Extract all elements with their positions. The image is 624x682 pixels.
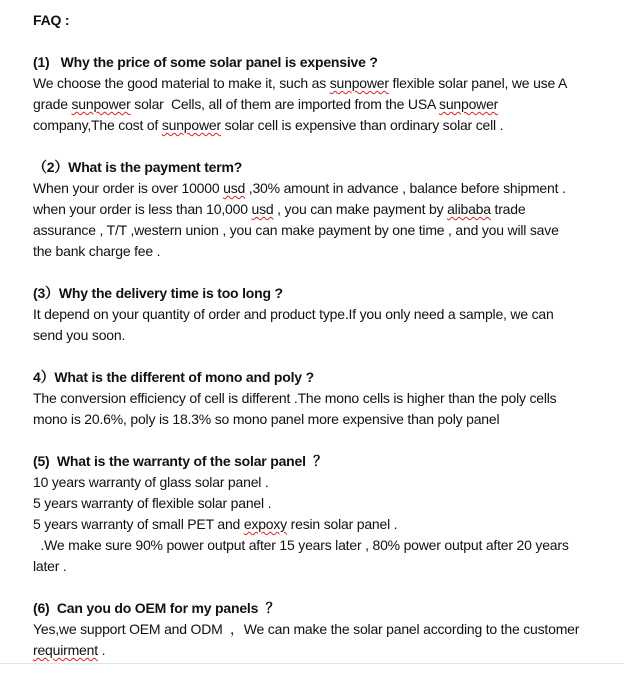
answer-text: solar Cells, all of them are imported from the USA	[130, 96, 440, 112]
answer-text: Yes,we support OEM and ODM ，We can make the solar panel according to the customer	[33, 621, 580, 637]
misspelled-word: usd	[251, 201, 274, 217]
answer-text: trade	[490, 201, 526, 217]
faq-answer-line	[33, 325, 613, 346]
misspelled-word: sunpower	[329, 75, 389, 91]
answer-text: We choose the good material to make it, such as	[33, 75, 330, 91]
answer-text: company,The cost of	[33, 117, 162, 133]
misspelled-word: sunpower	[439, 96, 499, 112]
faq-item	[33, 283, 613, 346]
answer-text: When your order is over 10000	[33, 180, 224, 196]
misspelled-word: requirment	[33, 642, 98, 658]
answer-text: resin solar panel .	[286, 516, 398, 532]
answer-text: .We make sure 90% power output after 15 years later , 80% power output after 20 years	[33, 537, 569, 553]
answer-text: grade	[33, 96, 72, 112]
answer-text: assurance , T/T ,western union , you can make payment by one time , and you will save	[33, 222, 559, 238]
misspelled-word: expoxy	[243, 516, 287, 532]
misspelled-word: sunpower	[161, 117, 221, 133]
faq-question: 4）What is the different of mono and poly ?	[33, 369, 314, 385]
faq-answer-line	[33, 514, 613, 535]
answer-text: when your order is less than 10,000	[33, 201, 252, 217]
misspelled-word: alibaba	[447, 201, 491, 217]
answer-text: The conversion efficiency of cell is different .The mono cells is higher than the poly cells	[33, 390, 557, 406]
answer-text: 5 years warranty of flexible solar panel .	[33, 495, 272, 511]
answer-text: 5 years warranty of small PET and	[33, 516, 244, 532]
answer-text: .	[97, 642, 106, 658]
faq-answer-line	[33, 178, 613, 199]
faq-answer-line	[33, 241, 613, 262]
faq-answer-line	[33, 556, 613, 577]
answer-text: ,30% amount in advance , balance before shipment .	[245, 180, 566, 196]
faq-item	[33, 451, 613, 577]
answer-text: It depend on your quantity of order and product type.If you only need a sample, we can	[33, 306, 554, 322]
faq-answer-line	[33, 115, 613, 136]
answer-text: the bank charge fee .	[33, 243, 161, 259]
faq-answer-line	[33, 640, 613, 661]
faq-answer-line	[33, 388, 613, 409]
answer-text: 10 years warranty of glass solar panel .	[33, 474, 269, 490]
answer-text: later .	[33, 558, 67, 574]
faq-answer-line	[33, 199, 613, 220]
faq-item	[33, 157, 613, 262]
faq-question: (6) Can you do OEM for my panels ？	[33, 600, 280, 616]
faq-question: （2）What is the payment term?	[33, 159, 243, 175]
faq-answer-line	[33, 94, 613, 115]
faq-answer-line	[33, 619, 613, 640]
faq-list	[33, 52, 613, 661]
faq-question: (3）Why the delivery time is too long ?	[33, 285, 283, 301]
faq-answer-line	[33, 493, 613, 514]
faq-item	[33, 598, 613, 661]
faq-answer-line	[33, 472, 613, 493]
answer-text: , you can make payment by	[273, 201, 448, 217]
misspelled-word: usd	[223, 180, 246, 196]
faq-answer-line	[33, 73, 613, 94]
page-title: FAQ :	[33, 12, 70, 28]
answer-text: mono is 20.6%, poly is 18.3% so mono panel more expensive than poly panel	[33, 411, 500, 427]
faq-question: (1) Why the price of some solar panel is expensive ?	[33, 54, 378, 70]
faq-answer-line	[33, 304, 613, 325]
faq-answer-line	[33, 220, 613, 241]
answer-text: send you soon.	[33, 327, 126, 343]
faq-item	[33, 52, 613, 136]
answer-text: flexible solar panel, we use A	[388, 75, 568, 91]
answer-text: solar cell is expensive than ordinary solar cell .	[220, 117, 504, 133]
faq-document	[33, 10, 613, 682]
faq-question: (5) What is the warranty of the solar panel ？	[33, 453, 327, 469]
misspelled-word: sunpower	[71, 96, 131, 112]
faq-item	[33, 367, 613, 430]
faq-answer-line	[33, 535, 613, 556]
faq-answer-line	[33, 409, 613, 430]
